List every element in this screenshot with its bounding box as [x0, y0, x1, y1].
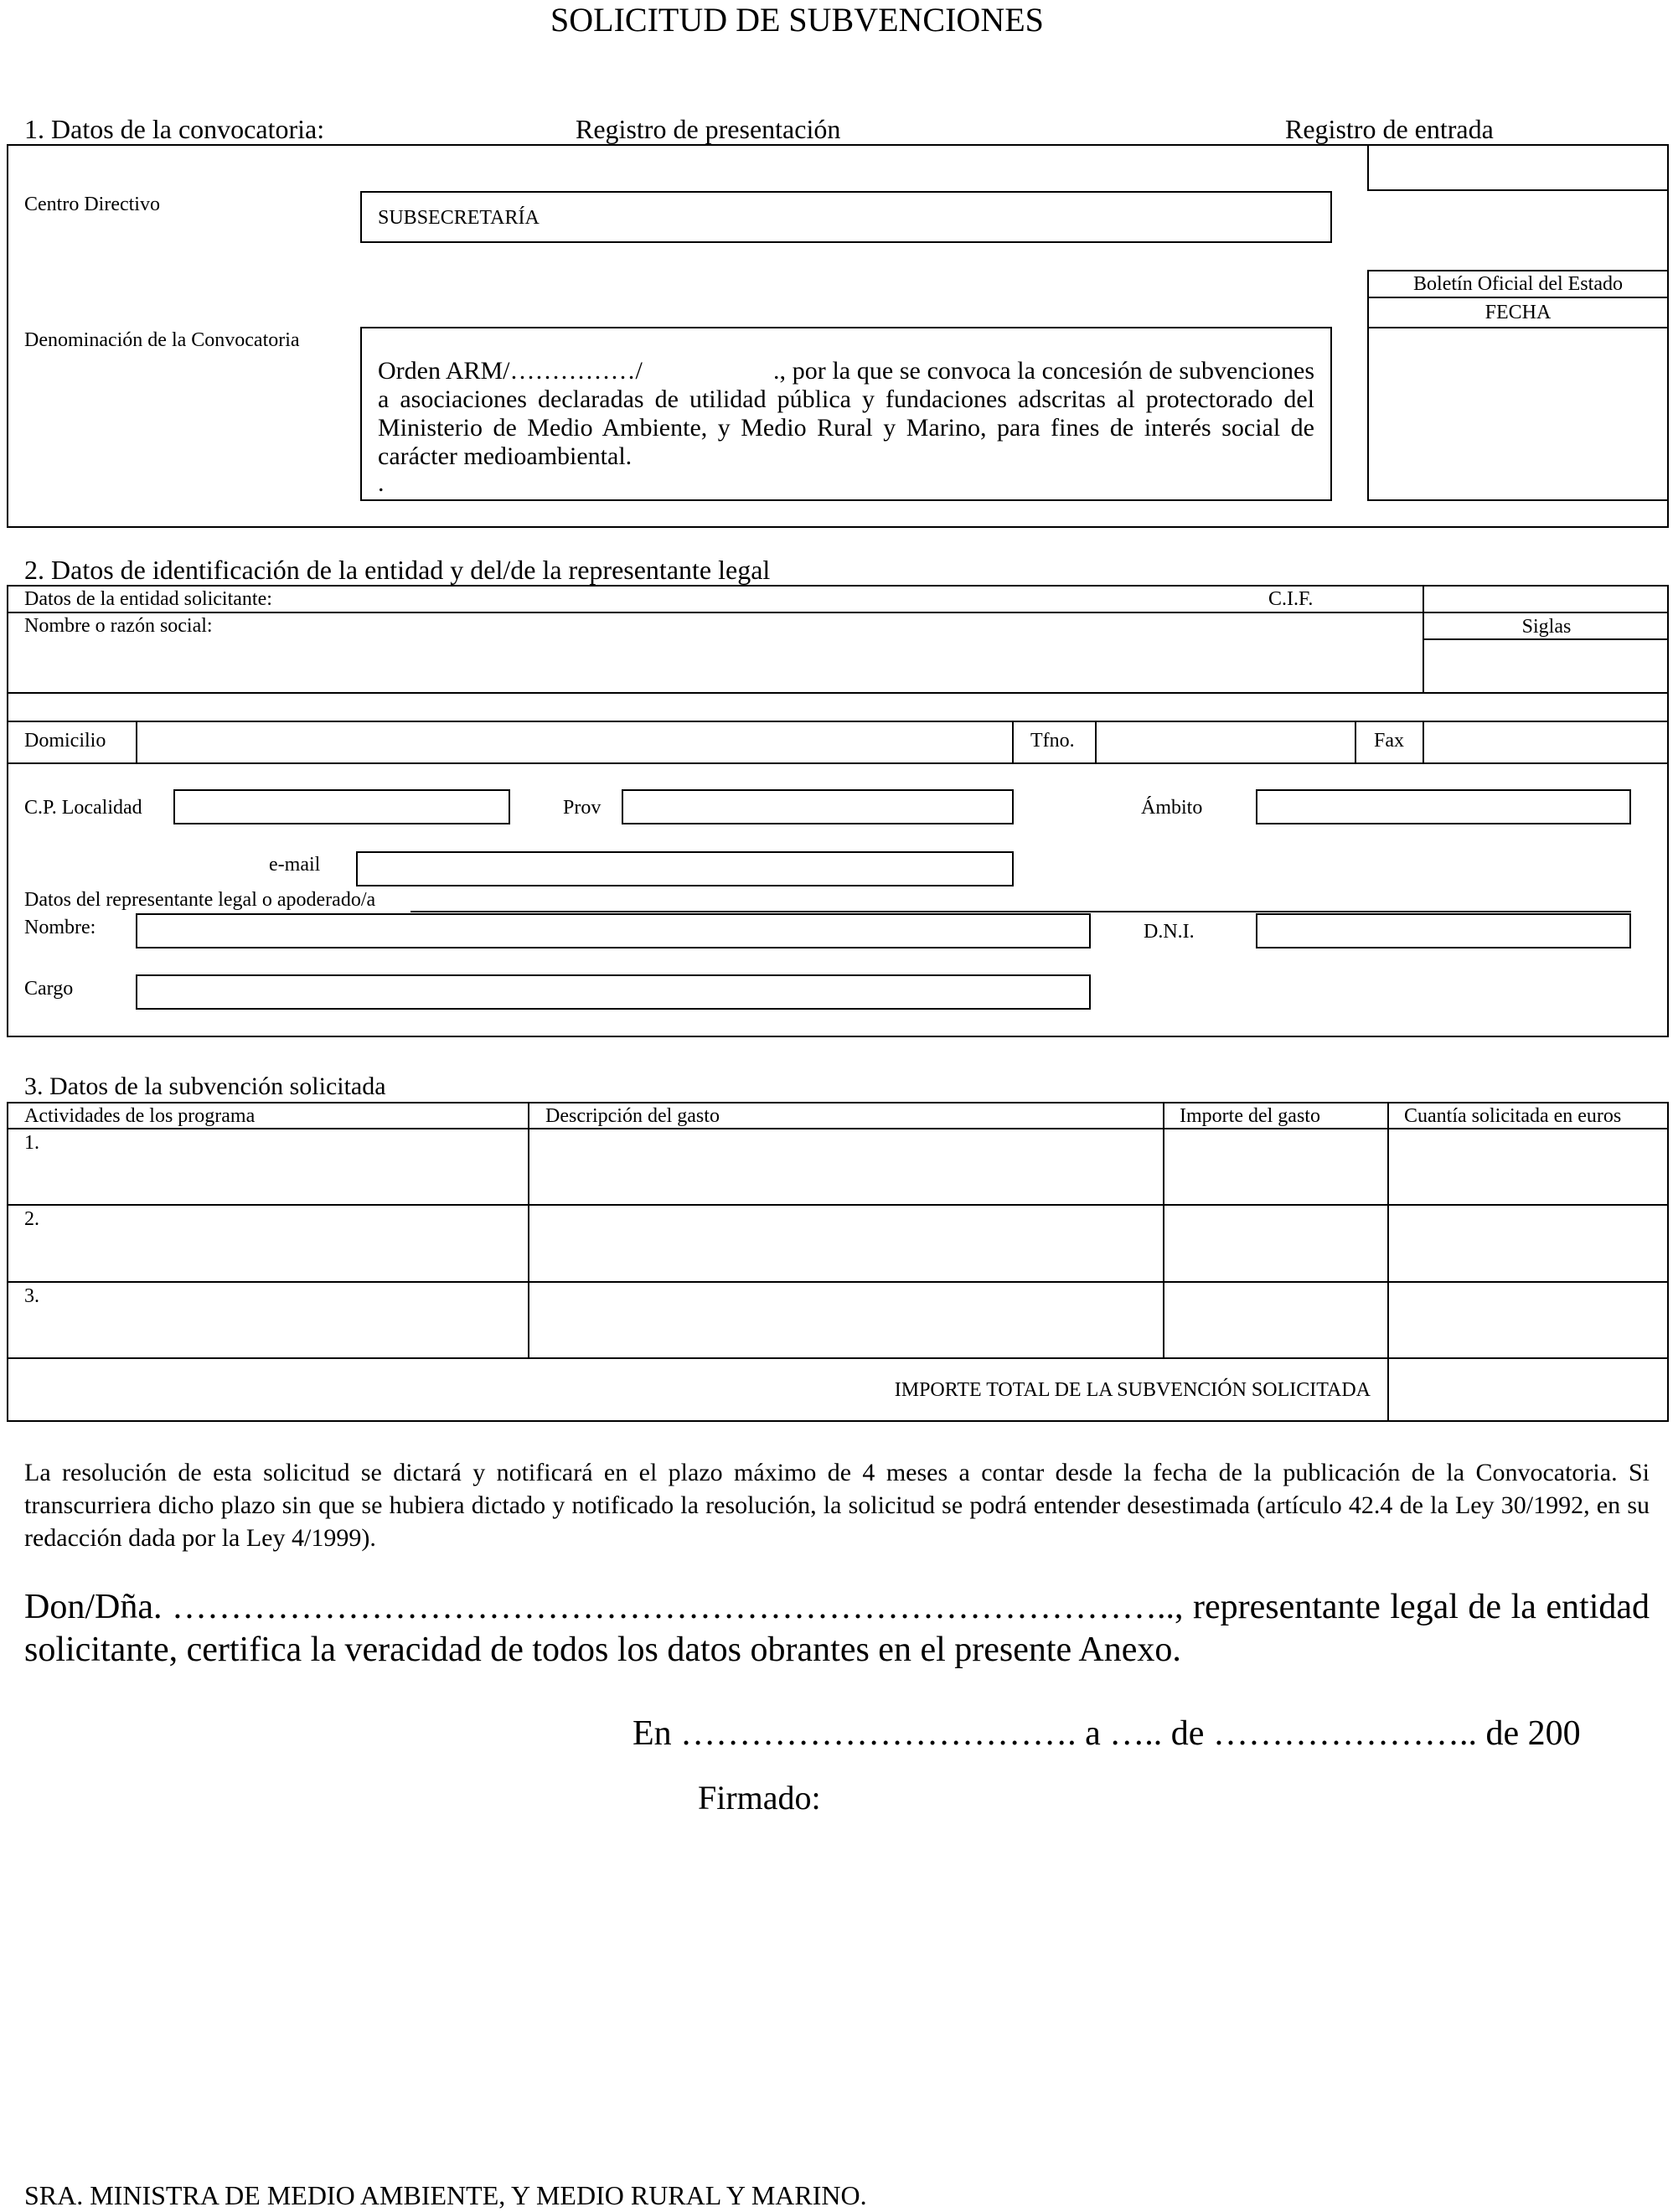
col-header-actividades: Actividades de los programa: [24, 1105, 256, 1127]
cargo-field[interactable]: [136, 974, 1091, 1010]
row3-importe-cell[interactable]: [1164, 1283, 1386, 1357]
place-date-line: En ……………………………. a ….. de ………………….. de 200: [633, 1714, 1581, 1753]
col-header-cuantia: Cuantía solicitada en euros: [1404, 1105, 1622, 1127]
tfno-divider: [1012, 721, 1014, 762]
page-title: SOLICITUD DE SUBVENCIONES: [550, 1, 1044, 39]
registro-entrada-label: Registro de entrada: [1285, 114, 1494, 144]
row2-descripcion-cell[interactable]: [529, 1206, 1161, 1279]
signed-label: Firmado:: [698, 1779, 821, 1817]
domicilio-bottom-line: [7, 762, 1669, 764]
total-value-cell[interactable]: [1389, 1359, 1667, 1420]
ambito-label: Ámbito: [1141, 797, 1203, 819]
nombre-bottom-line: [7, 692, 1669, 694]
email-label: e-mail: [269, 854, 321, 876]
row2-importe-cell[interactable]: [1164, 1206, 1386, 1279]
row3-cuantia-cell[interactable]: [1389, 1283, 1667, 1357]
boe-divider-1: [1367, 297, 1669, 298]
signature-area[interactable]: [698, 1827, 1536, 2078]
boe-label: Boletín Oficial del Estado: [1413, 273, 1623, 295]
centro-directivo-value: SUBSECRETARÍA: [378, 207, 540, 229]
row3-descripcion-cell[interactable]: [529, 1283, 1161, 1357]
siglas-line: [1423, 638, 1669, 640]
entidad-label: Datos de la entidad solicitante:: [24, 588, 272, 610]
nombre-label: Nombre:: [24, 917, 96, 938]
registro-presentacion-label: Registro de presentación: [576, 114, 841, 144]
section3-heading: 3. Datos de la subvención solicitada: [24, 1072, 386, 1100]
representante-top-line: [411, 911, 1631, 912]
prov-label: Prov: [563, 797, 602, 819]
denominacion-label: Denominación de la Convocatoria: [24, 329, 300, 351]
dni-field[interactable]: [1256, 913, 1631, 948]
tfno-field[interactable]: [1097, 722, 1353, 761]
cp-localidad-label: C.P. Localidad: [24, 797, 142, 819]
table-row-1-label: 1.: [24, 1132, 39, 1154]
section2-heading: 2. Datos de identificación de la entidad y del/de la representante legal: [24, 555, 771, 585]
boe-divider-2: [1367, 327, 1669, 328]
resolution-text: La resolución de esta solicitud se dictará y notificará en el plazo máximo de 4 meses a contar desde la fecha de la publicación de la Convocatoria. Si transcurriera dicho plazo sin que se hubiera dictado y notificado la resolución, la solicitud se podrá entender desestimada (artículo 42.4 de la Ley 30/1992, en su redacción dada por la Ley 4/1999).: [24, 1459, 1650, 1552]
denominacion-lead: Orden ARM/……………/: [378, 357, 643, 385]
entidad-line: [7, 612, 1669, 613]
denominacion-text: [378, 357, 1314, 471]
row2-cuantia-cell[interactable]: [1389, 1206, 1667, 1279]
tfno-label: Tfno.: [1030, 730, 1075, 752]
row1-descripcion-cell[interactable]: [529, 1129, 1161, 1203]
ambito-field[interactable]: [1256, 789, 1631, 824]
denominacion-body: ., por la que se convoca la concesión de subvenciones a asociaciones declaradas de utilidad pública y fundaciones adscritas al protectorado del Ministerio de Medio Ambiente, y Medio Rural y Marino, para fines de interés social de carácter medioambiental.: [378, 357, 1314, 470]
representante-label: Datos del representante legal o apoderado/a: [24, 889, 376, 911]
cargo-label: Cargo: [24, 978, 74, 1000]
cif-label: C.I.F.: [1268, 588, 1314, 610]
fax-divider: [1355, 721, 1356, 762]
dni-label: D.N.I.: [1144, 921, 1195, 943]
domicilio-label: Domicilio: [24, 730, 106, 752]
cp-localidad-field[interactable]: [173, 789, 510, 824]
table-row-3-label: 3.: [24, 1285, 39, 1307]
email-field[interactable]: [356, 851, 1014, 886]
fecha-label: FECHA: [1485, 302, 1552, 323]
denominacion-tail: .: [378, 469, 385, 497]
col-header-importe: Importe del gasto: [1180, 1105, 1320, 1127]
table-row-2-label: 2.: [24, 1208, 39, 1230]
col-header-descripcion: Descripción del gasto: [545, 1105, 720, 1127]
total-label: IMPORTE TOTAL DE LA SUBVENCIÓN SOLICITADA: [894, 1379, 1371, 1401]
certification-text: Don/Dña. ………………………………………………………………………….., representante legal de la entidad solicitante, certifica la veracidad de todos los datos obrantes en el presente Anexo.: [24, 1588, 1650, 1669]
fax-field[interactable]: [1424, 722, 1667, 761]
nombre-razon-label: Nombre o razón social:: [24, 615, 213, 637]
centro-directivo-label: Centro Directivo: [24, 194, 160, 215]
registro-entrada-box[interactable]: [1367, 144, 1669, 191]
domicilio-field[interactable]: [137, 722, 1012, 761]
row1-cuantia-cell[interactable]: [1389, 1129, 1667, 1203]
addressee: SRA. MINISTRA DE MEDIO AMBIENTE, Y MEDIO RURAL Y MARINO.: [24, 2180, 867, 2210]
siglas-label: Siglas: [1521, 616, 1572, 638]
prov-field[interactable]: [622, 789, 1014, 824]
fax-label: Fax: [1374, 730, 1404, 752]
nombre-field[interactable]: [136, 913, 1091, 948]
row1-importe-cell[interactable]: [1164, 1129, 1386, 1203]
section1-heading: 1. Datos de la convocatoria:: [24, 114, 325, 144]
